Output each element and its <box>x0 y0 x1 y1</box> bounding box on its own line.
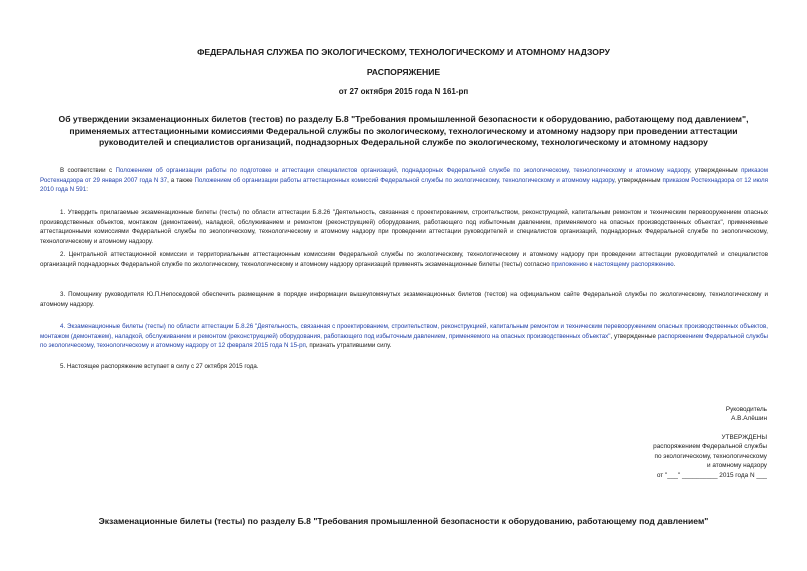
preamble-text: , утвержденным <box>689 167 742 174</box>
preamble-text: В соответствии с <box>60 167 116 174</box>
link-previous-tickets[interactable]: 4. Экзаменационные билеты (тесты) по области аттестации Б.8.26 "Деятельность, связанная с проектированием, строительством, реконструкцией, капитальным ремонтом и техническим перевооружением опасных производственных объектов, монтажом (демонтажем), наладкой, обслуживанием и ремонтом (реконструкцией) оборудования, работающего под избыточным давлением, применяемого на опасных производственных объектах" <box>40 323 768 340</box>
preamble-paragraph <box>40 166 768 195</box>
approval-line: по экологическому, технологическому <box>654 452 767 460</box>
tickets-section-title: Экзаменационные билеты (тесты) по разделу Б.8 "Требования промышленной безопасности к оборудованию, работающему под давлением" <box>98 516 709 526</box>
link-appendix[interactable]: приложению <box>551 260 588 268</box>
link-order-15rp[interactable]: распоряжением Федеральной службы по экологическому, технологическому и атомному надзору от 12 февраля 2015 года N 15-рп <box>40 332 768 350</box>
title-line: применяемых аттестационными комиссиями Федеральной службы по экологическому, технологическому и атомному надзору при проведении аттестации <box>69 125 738 136</box>
item-2-text: 2. Центральной аттестационной комиссии и территориальным аттестационным комиссиям Федеральной службы по экологическому, технологическому и атомному надзору при проведении аттестации руководителей и специалистов организаций поднадзорных Федеральной службе по экологическому, технологическому и атомному надзору организаций применять экзаменационные билеты (тесты) согласно <box>40 251 768 268</box>
signatory-name: А.В.Алёшин <box>731 415 767 423</box>
signature-block <box>726 405 767 424</box>
document-date-number: от 27 октября 2015 года N 161-рп <box>338 87 469 96</box>
approval-stamp <box>653 433 767 480</box>
item-4-text: , признать утратившими силу. <box>305 342 392 350</box>
preamble-text: , а также <box>167 176 195 184</box>
item-3-paragraph: 3. Помощнику руководителя Ю.П.Непоседовой обеспечить размещение в порядке информации вышеупомянутых экзаменационных билетов (тестов) на официальном сайте Федеральной службы по экологическому, технологическому и атомному надзору. <box>40 291 768 308</box>
item-4-paragraph <box>40 322 768 351</box>
agency-heading: ФЕДЕРАЛЬНАЯ СЛУЖБА ПО ЭКОЛОГИЧЕСКОМУ, ТЕХНОЛОГИЧЕСКОМУ И АТОМНОМУ НАДЗОРУ <box>197 47 610 57</box>
document-title <box>30 114 777 149</box>
link-this-order[interactable]: настоящему распоряжению <box>593 260 674 268</box>
link-order-591[interactable]: приказом Ростехнадзора от 12 июля 2010 года N 591 <box>40 176 768 194</box>
approval-line: и атомному надзору <box>707 462 767 470</box>
item-4-text: , утвержденные <box>610 332 658 340</box>
link-order-37[interactable]: приказом Ростехнадзора от 29 января 2007 года N 37 <box>40 167 768 184</box>
approval-line: распоряжением Федеральной службы <box>653 443 767 451</box>
item-2-text: . <box>673 260 676 268</box>
document-type: РАСПОРЯЖЕНИЕ <box>366 67 441 77</box>
link-training-regulation[interactable]: Положением об организации работы по подготовке и аттестации специалистов организаций, поднадзорных Федеральной службе по экологическому, технологическому и атомному надзору <box>115 167 690 174</box>
title-line: Об утверждении экзаменационных билетов (тестов) по разделу Б.8 "Требования промышленной безопасности к оборудованию, работающему под давлением", <box>58 114 749 124</box>
preamble-text: : <box>86 186 88 194</box>
item-2-paragraph <box>40 250 768 269</box>
preamble-text: , утвержденным <box>614 176 663 184</box>
link-commission-regulation[interactable]: Положением об организации работы аттестационных комиссий Федеральной службы по экологическому, технологическому и атомному надзору <box>194 176 615 184</box>
item-5-paragraph: 5. Настоящее распоряжение вступает в силу с 27 октября 2015 года. <box>60 363 259 370</box>
title-line: руководителей и специалистов организаций, поднадзорных Федеральной службе по экологическому, технологическому и атомному надзору <box>99 137 708 147</box>
signatory-role: Руководитель <box>725 406 767 413</box>
item-2-text: к <box>587 260 594 268</box>
approval-line: от "___" __________ 2015 года N ___ <box>656 471 767 479</box>
item-1-paragraph: 1. Утвердить прилагаемые экзаменационные билеты (тесты) по области аттестации Б.8.26 "Деятельность, связанная с проектированием, строительством, реконструкцией, капитальным ремонтом и техническим перевооружением опасных производственных объектов, монтажом (демонтажем), наладкой, обслуживанием и ремонтом (реконструкцией) оборудования, работающего под избыточным давлением, применяемого на опасных производственных объектах", применяемые аттестационными комиссиями Федеральной службы по экологическому, технологическому и атомному надзору при проведении аттестации руководителей и специалистов организаций, поднадзорных Федеральной службе по экологическому, технологическому и атомному надзору. <box>40 209 768 245</box>
approval-line: УТВЕРЖДЕНЫ <box>721 434 767 441</box>
